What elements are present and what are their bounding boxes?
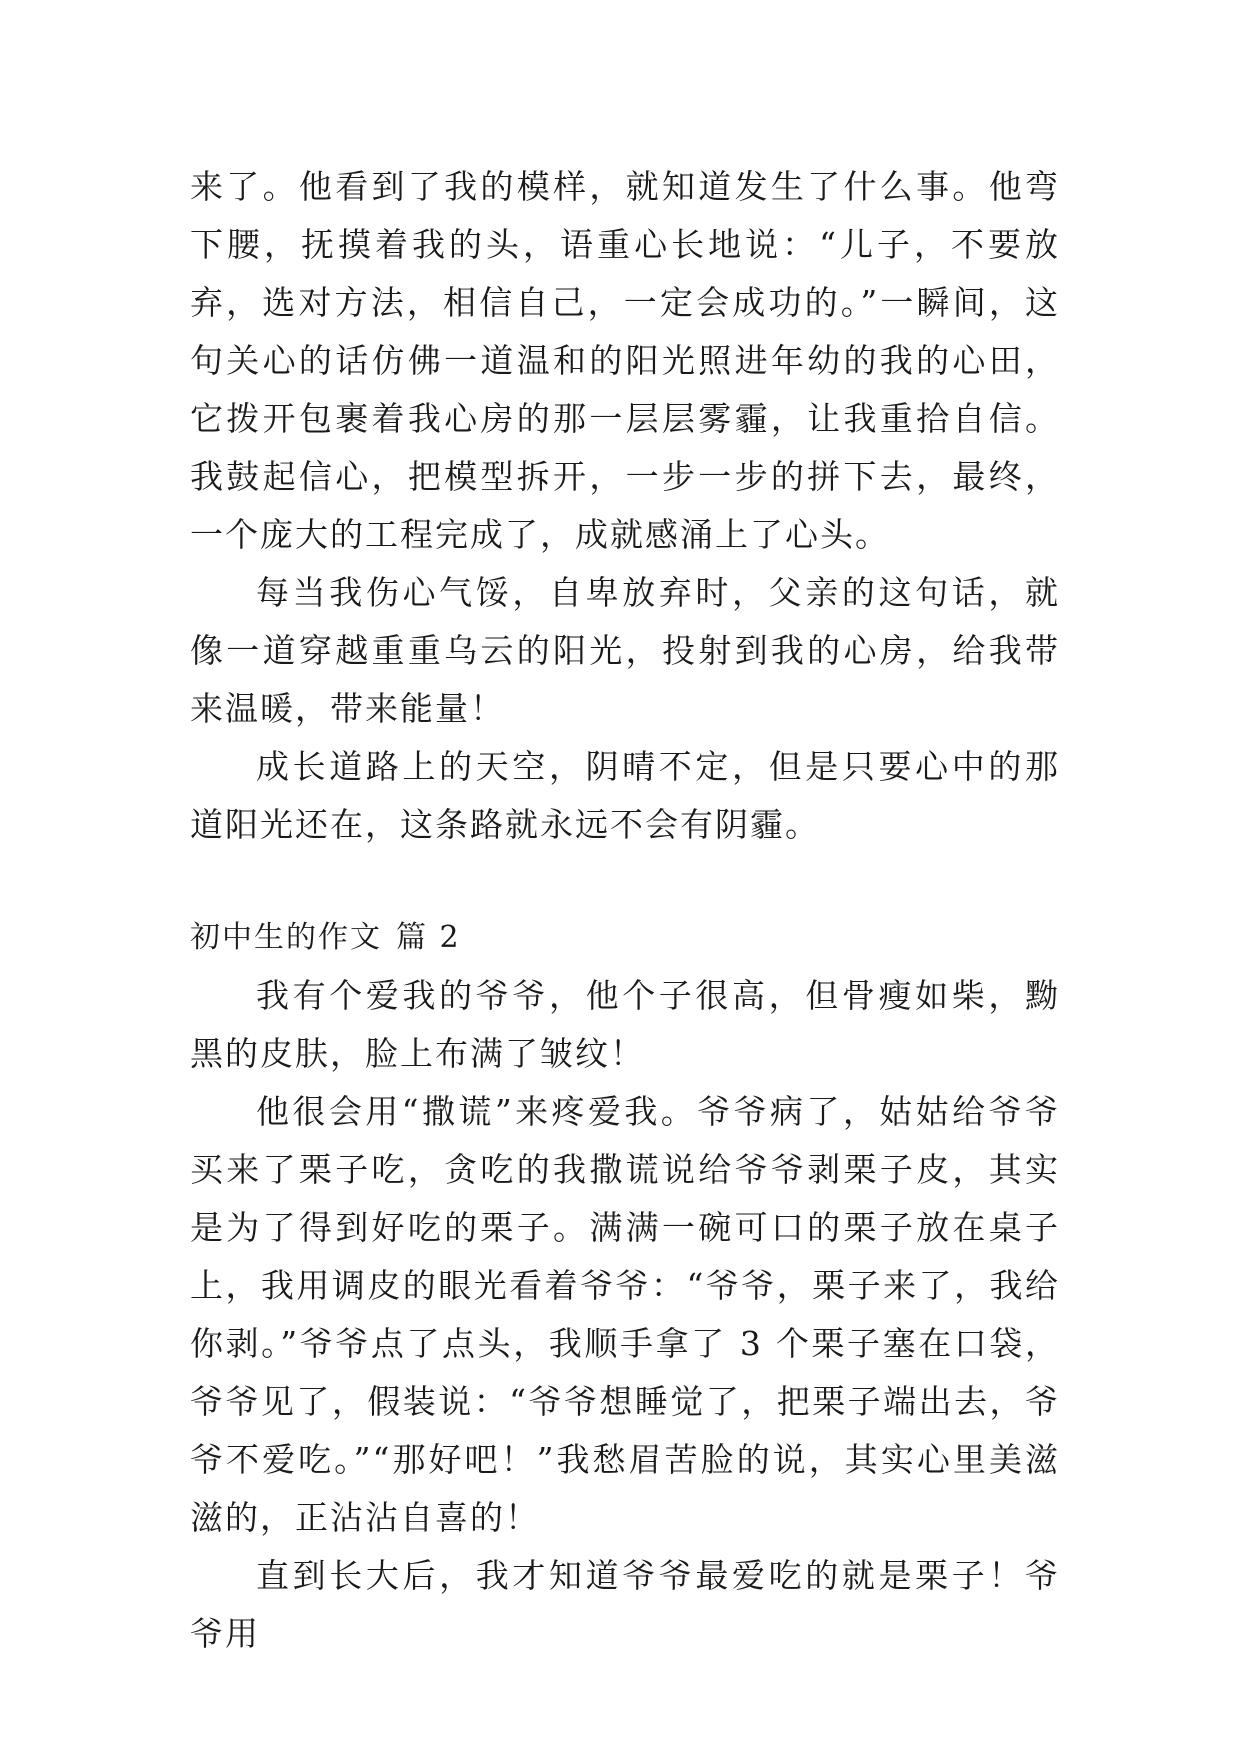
paragraph: 我有个爱我的爷爷，他个子很高，但骨瘦如柴，黝黑的皮肤，脸上布满了皱纹！ [190,976,1060,1073]
paragraph: 直到长大后，我才知道爷爷最爱吃的就是栗子！爷爷用 [190,1556,1060,1653]
essay-title: 初中生的作文 [190,920,382,955]
paragraph: 每当我伤心气馁，自卑放弃时，父亲的这句话，就像一道穿越重重乌云的阳光，投射到我的心房，给我带来温暖，带来能量！ [190,573,1060,728]
essay-number: 篇 2 [396,920,461,955]
paragraph: 来了。他看到了我的模样，就知道发生了什么事。他弯下腰，抚摸着我的头，语重心长地说：“儿子，不要放弃，选对方法，相信自己，一定会成功的。”一瞬间，这句关心的话仿佛一道温和的阳光照进年幼的我的心田，它拨开包裹着我心房的那一层层雾霾，让我重拾自信。我鼓起信心，把模型拆开，一步一步的拼下去，最终，一个庞大的工程完成了，成就感涌上了心头。 [190,167,1060,554]
essay-section-1 [190,158,1060,854]
essay-section-2 [190,967,1060,1663]
essay-heading [190,909,461,967]
paragraph: 成长道路上的天空，阴晴不定，但是只要心中的那道阳光还在，这条路就永远不会有阴霾。 [190,747,1060,844]
paragraph: 他很会用“撒谎”来疼爱我。爷爷病了，姑姑给爷爷买来了栗子吃，贪吃的我撒谎说给爷爷剥栗子皮，其实是为了得到好吃的栗子。满满一碗可口的栗子放在桌子上，我用调皮的眼光看着爷爷：“爷爷，栗子来了，我给你剥。”爷爷点了点头，我顺手拿了 3 个栗子塞在口袋，爷爷见了，假装说：“爷爷想睡觉了，把栗子端出去，爷爷不爱吃。”“那好吧！”我愁眉苦脸的说，其实心里美滋滋的，正沾沾自喜的！ [190,1092,1060,1537]
